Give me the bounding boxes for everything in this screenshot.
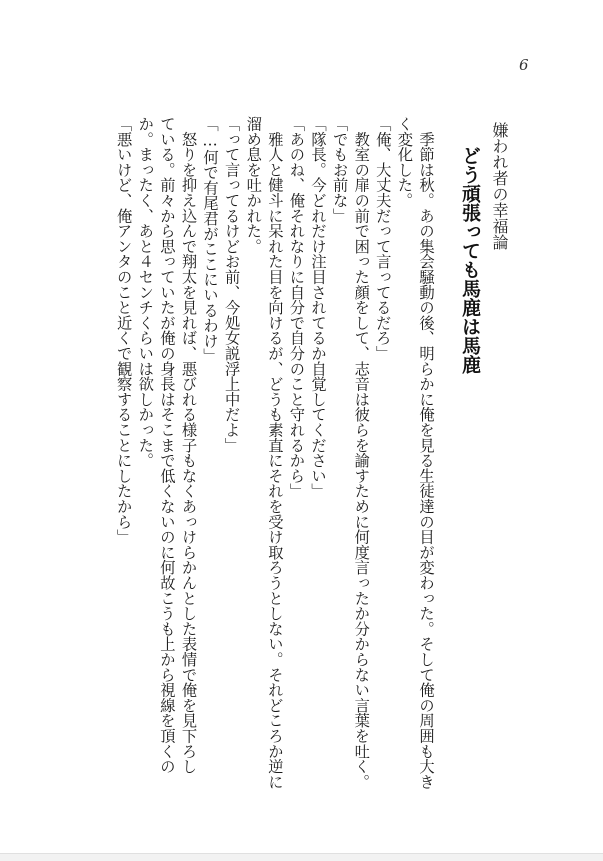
text-line: か。まったく、あと４センチくらいは欲しかった。 xyxy=(136,116,155,468)
text-line: 教室の扉の前で困った顔をして、志音は彼らを諭すために何度言ったか分からない言葉を吐く。 xyxy=(352,116,371,790)
text-line: 「あのね、俺それなりに自分で自分のこと守れるから」 xyxy=(287,116,306,499)
chapter-subtitle: 嫌われ者の幸福論 xyxy=(490,122,509,250)
text-line: ている。前々から思っていたが俺の身長はそこまで低くないのに何故こうも上から視線を頂くの xyxy=(157,116,176,774)
body-text xyxy=(112,116,436,796)
text-line: 怒りを抑え込んで翔太を見れば、悪びれる様子もなくあっけらかんとした表情で俺を見下ろし xyxy=(179,116,198,774)
text-line: 「隊長。今どれだけ注目されてるか自覚してください」 xyxy=(309,116,328,499)
text-line: 溜め息を吐かれた。 xyxy=(244,116,263,254)
text-line: 雅人と健斗に呆れた目を向けるが、どうも素直にそれを受け取ろうとしない。それどころか逆に xyxy=(265,116,284,790)
text-line: 「でもお前な」 xyxy=(330,116,349,224)
text-line: 「って言ってるけどお前、今処女説浮上中だよ」 xyxy=(222,116,241,453)
text-line: 「…何で有尾君がここにいるわけ」 xyxy=(201,116,220,364)
text-line: 季節は秋。あの集会騒動の後、明らかに俺を見る生徒達の目が変わった。そして俺の周囲も大き xyxy=(417,116,435,790)
page-number: 6 xyxy=(519,56,529,74)
text-line: 「俺、大丈夫だって言ってるだろ」 xyxy=(373,116,392,361)
chapter-title: どう頑張っても馬鹿は馬鹿 xyxy=(459,146,481,374)
text-line: 「悪いけど、俺アンタのこと近くで観察することにしたから」 xyxy=(114,116,133,545)
text-line: く変化した。 xyxy=(395,116,414,208)
